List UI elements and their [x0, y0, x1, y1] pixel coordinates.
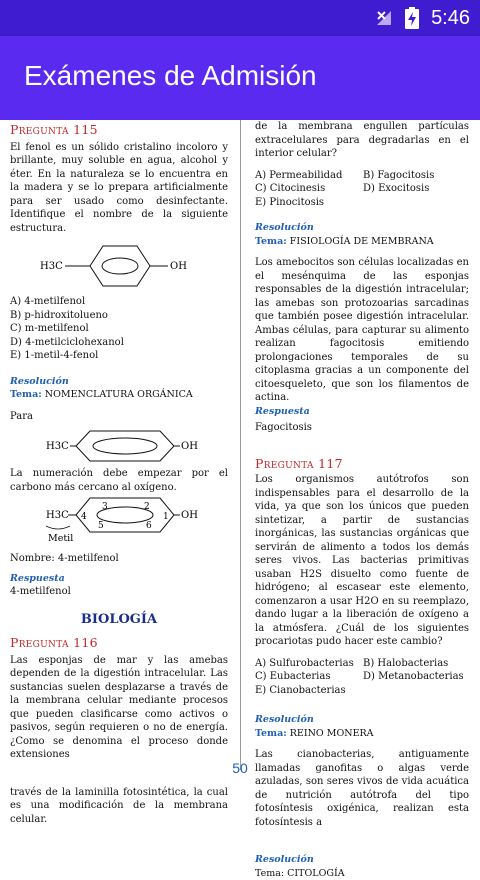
tema-117: Tema: REINO MONERA	[255, 727, 469, 741]
option-c: C) Citocinesis	[255, 182, 363, 196]
respuesta-116-label: Respuesta	[255, 405, 469, 419]
question-115-options	[10, 295, 228, 363]
mol1-right-label: OH	[170, 261, 187, 272]
numeracion-text: La numeración debe empezar por el carbono más cercano al oxígeno.	[10, 467, 228, 494]
section-biologia: BIOLOGÍA	[10, 613, 228, 627]
left-column	[10, 120, 228, 826]
column-divider	[240, 120, 241, 770]
option-c: C) Eubacterias	[255, 670, 363, 684]
respuesta-116: Fagocitosis	[255, 421, 469, 435]
option-b: B) Halobacterias	[363, 657, 471, 671]
clock: 5:46	[431, 7, 470, 30]
option-d: D) Metanobacterias	[363, 670, 471, 684]
resolucion-116-text: Los amebocitos son células localizadas en el mesénquima de las esponjas responsables de la digestión intracelular; las amebas son protozoarias sarcadinas que también posee digestión intracelular. Ambas células, para capturar su alimento realizan fagocitosis emitiendo prolongaciones temporales de su citoplasma gracias a un componente del citoesqueleto, que son los filamentos de actina.	[255, 256, 469, 405]
option-e: E) Pinocitosis	[255, 196, 363, 210]
option-b: B) p-hidroxitolueno	[10, 309, 228, 323]
methylphenol-structure-2	[10, 423, 228, 467]
column-continuation: través de la laminilla fotosintética, la cual es una modificación de la membrana celular.	[10, 786, 228, 827]
question-116-text: Las esponjas de mar y las amebas dependen de la digestión intracelular. Las sustancias suelen desplazarse a través de la membrana celular mediante procesos que pueden clasificarse como activos o pasivos, según requieren o no de energía. ¿Como se denomina el proceso donde extensiones	[10, 654, 228, 762]
question-115-title: Pregunta 115	[10, 123, 228, 137]
para-label: Para	[10, 410, 228, 424]
tema-115: Tema: NOMENCLATURA ORGÁNICA	[10, 388, 228, 402]
ring-num-2: 2	[144, 502, 150, 512]
resolucion-116-label: Resolución	[255, 221, 469, 235]
status-bar	[0, 0, 480, 36]
option-a: A) Permeabilidad	[255, 169, 363, 183]
option-e: E) Cianobacterias	[255, 684, 363, 698]
methylphenol-structure	[10, 235, 228, 295]
ring-num-5: 5	[98, 521, 104, 531]
option-e: E) 1-metil-4-fenol	[10, 349, 228, 363]
ring-num-1: 1	[163, 512, 169, 522]
numbered-ring-structure	[10, 494, 228, 546]
option-a: A) 4-metilfenol	[10, 295, 228, 309]
question-116-continuation: de la membrana engullen partículas extracelulares para degradarlas en el interior celular?	[255, 120, 469, 161]
tema-116: Tema: FISIOLOGÍA DE MEMBRANA	[255, 235, 469, 249]
question-117-options	[255, 657, 469, 698]
option-d: D) Exocitosis	[363, 182, 471, 196]
resolucion-117-label: Resolución	[255, 713, 469, 727]
battery-charging-icon	[405, 7, 419, 29]
molecule-diagram-1	[10, 235, 228, 295]
page-number: 50	[0, 760, 480, 776]
molecule-diagram-2	[10, 423, 228, 467]
question-115-text: El fenol es un sólido cristalino incoloro y brillante, muy soluble en agua, alcohol y éter. En la naturaleza se lo encuentra en la madera y se lo prepara artificialmente para ser usado como desinfectante. Identifique el nombre de la siguiente estructura.	[10, 141, 228, 236]
resolucion-115-label: Resolución	[10, 375, 228, 389]
mol1-left-label: H3C	[40, 261, 63, 272]
svg-text:OH: OH	[181, 441, 198, 452]
option-b: B) Fagocitosis	[363, 169, 471, 183]
resolucion-118-label: Resolución	[255, 853, 469, 867]
question-116-options	[255, 169, 469, 210]
question-116-title: Pregunta 116	[10, 636, 228, 650]
app-title: Exámenes de Admisión	[24, 60, 317, 92]
option-a: A) Sulfurobacterias	[255, 657, 363, 671]
app-bar	[0, 36, 480, 120]
respuesta-115-label: Respuesta	[10, 572, 228, 586]
respuesta-115: 4-metilfenol	[10, 585, 228, 599]
svg-text:H3C: H3C	[46, 441, 69, 452]
tema-118: Tema: CITOLOGÍA	[255, 867, 469, 880]
ring-num-4: 4	[81, 512, 87, 522]
svg-text:H3C: H3C	[46, 510, 69, 521]
svg-text:OH: OH	[181, 510, 198, 521]
status-icons	[375, 0, 470, 36]
molecule-diagram-3	[10, 494, 228, 546]
metil-label: Metil	[48, 533, 73, 544]
resolucion-117-text: Las cianobacterias, antiguamente llamadas ganofitas o algas verde azuladas, son seres vivos de vida acuática de nutrición autótrofa del tipo fotosíntesis oxigénica, realizan esta fotosíntesis a	[255, 748, 469, 829]
option-d: D) 4-metilciclohexanol	[10, 336, 228, 350]
ring-num-3: 3	[102, 502, 108, 512]
option-c: C) m-metilfenol	[10, 322, 228, 336]
question-117-title: Pregunta 117	[255, 457, 469, 471]
nombre-text: Nombre: 4-metilfenol	[10, 552, 228, 566]
document-page[interactable]	[0, 120, 480, 800]
question-117-text: Los organismos autótrofos son indispensables para el desarrollo de la vida, ya que son los únicos que pueden sintetizar, a partir de sustancias inorgánicas, las sustancias orgánicas que servirán de alimento a todos los demás seres vivos. Las bacterias primitivas usaban H2S disuelto como fuente de hidrógeno; al escasear este elemento, comenzaron a usar H2O en su reemplazo, dando lugar a la liberación de oxígeno a la atmósfera. ¿Cuál de los siguientes procariotas pudo hacer este cambio?	[255, 473, 469, 649]
ring-num-6: 6	[146, 521, 152, 531]
no-signal-icon	[375, 9, 393, 27]
